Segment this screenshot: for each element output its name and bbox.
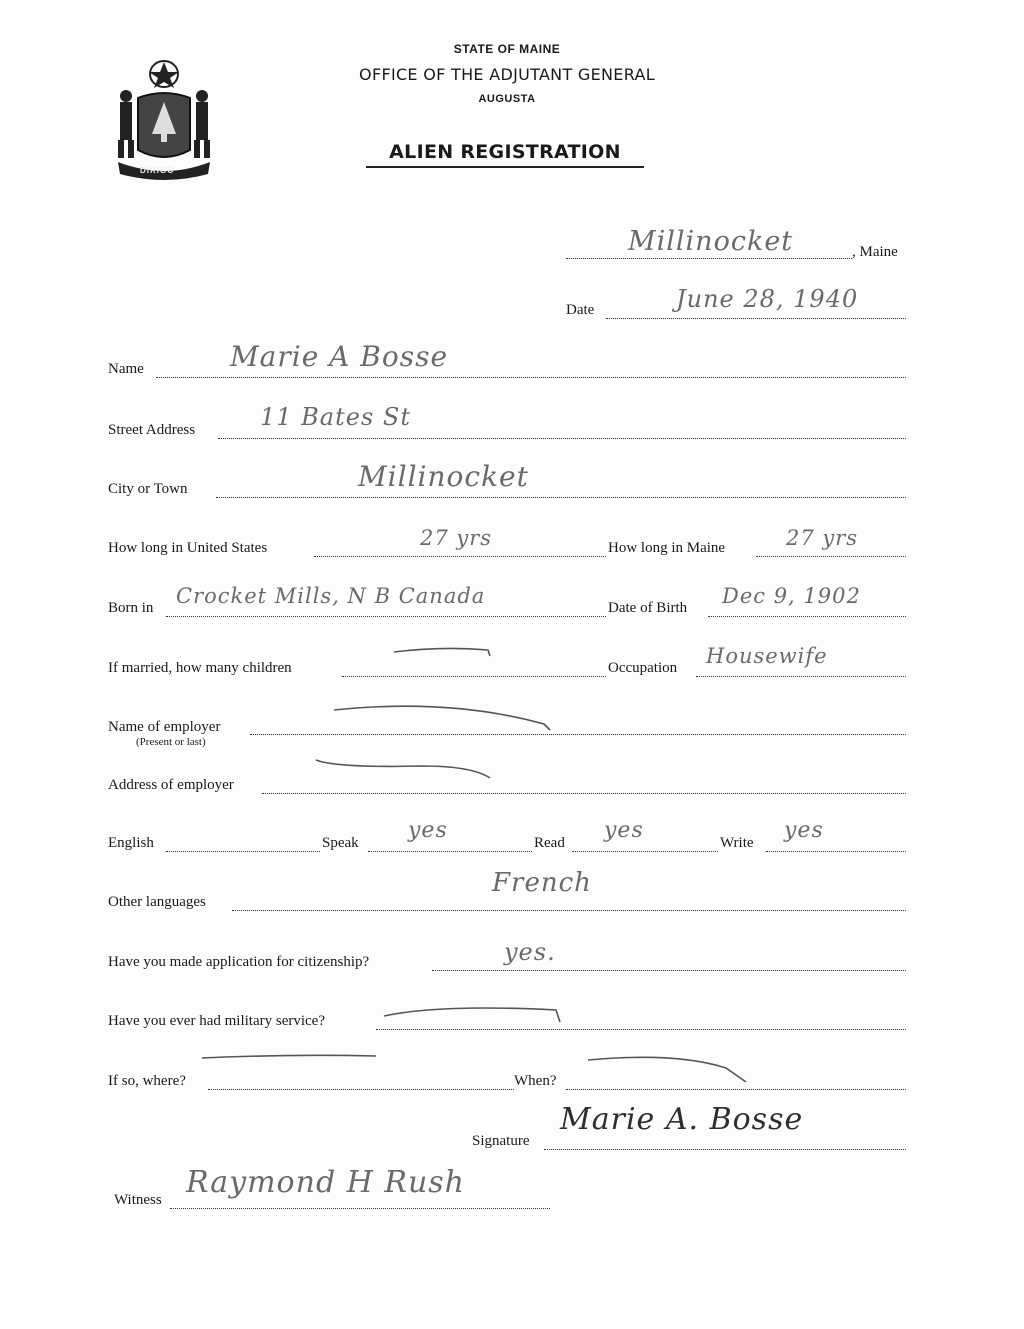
other-languages-entry: French [492,868,592,898]
other-languages-line [232,910,906,911]
office-heading: OFFICE OF THE ADJUTANT GENERAL [359,65,655,84]
speak-entry: yes [408,818,448,843]
street-address-entry: 11 Bates St [260,403,411,431]
where-dash-stroke [200,1050,380,1066]
children-line [342,676,606,677]
read-line [572,851,718,852]
place-line [566,258,852,259]
street-address-label: Street Address [108,422,196,438]
date-line [606,318,906,319]
military-service-label: Have you ever had military service? [108,1013,325,1029]
form-title: ALIEN REGISTRATION [389,141,621,163]
seal-motto: DIRIGO [140,166,175,175]
citizenship-line [432,970,906,971]
military-service-dash-stroke [380,1000,580,1030]
witness-entry: Raymond H Rush [186,1165,466,1200]
witness-line [170,1208,550,1209]
occupation-label: Occupation [608,660,678,676]
speak-line [368,851,532,852]
city-or-town-label: City or Town [108,481,188,497]
place-entry: Millinocket [628,226,794,257]
where-line [208,1089,514,1090]
occupation-line [696,676,906,677]
write-label: Write [720,835,754,851]
city-or-town-line [216,497,906,498]
date-of-birth-entry: Dec 9, 1902 [722,584,861,608]
write-entry: yes [784,818,824,843]
date-of-birth-label: Date of Birth [608,600,688,616]
other-languages-label: Other languages [108,894,206,910]
street-address-line [218,438,906,439]
employer-name-dash-stroke [330,700,560,736]
name-entry: Marie A Bosse [230,340,449,373]
witness-label: Witness [114,1192,162,1208]
how-long-us-line [314,556,606,557]
title-underline [366,166,644,168]
english-label: English [108,835,154,851]
born-in-label: Born in [108,600,154,616]
how-long-us-entry: 27 yrs [420,526,493,550]
employer-name-sublabel: (Present or last) [136,736,206,748]
speak-label: Speak [322,835,359,851]
how-long-maine-label: How long in Maine [608,540,726,556]
name-line [156,377,906,378]
when-label: When? [514,1073,557,1089]
when-dash-stroke [586,1052,762,1092]
how-long-maine-line [756,556,906,557]
english-line [166,851,320,852]
signature-line [544,1149,906,1150]
children-label: If married, how many children [108,660,292,676]
city-or-town-entry: Millinocket [358,460,529,493]
employer-address-dash-stroke [312,754,502,784]
where-label: If so, where? [108,1073,186,1089]
born-in-line [166,616,606,617]
occupation-entry: Housewife [706,644,828,668]
date-of-birth-line [708,616,906,617]
citizenship-label: Have you made application for citizenship? [108,954,370,970]
citizenship-entry: yes. [504,938,556,966]
how-long-us-label: How long in United States [108,540,268,556]
maine-label: , Maine [852,244,898,260]
how-long-maine-entry: 27 yrs [786,526,859,550]
city-heading: AUGUSTA [478,93,536,105]
employer-name-label: Name of employer [108,719,221,735]
signature-entry: Marie A. Bosse [560,1102,804,1137]
employer-address-line [262,793,906,794]
date-label: Date [566,302,595,318]
signature-label: Signature [472,1133,530,1149]
employer-address-label: Address of employer [108,777,234,793]
write-line [766,851,906,852]
name-label: Name [108,361,144,377]
born-in-entry: Crocket Mills, N B Canada [176,584,486,608]
children-dash-stroke [392,644,502,660]
date-entry: June 28, 1940 [676,285,859,313]
read-entry: yes [604,818,644,843]
read-label: Read [534,835,565,851]
state-heading: STATE OF MAINE [453,42,561,56]
